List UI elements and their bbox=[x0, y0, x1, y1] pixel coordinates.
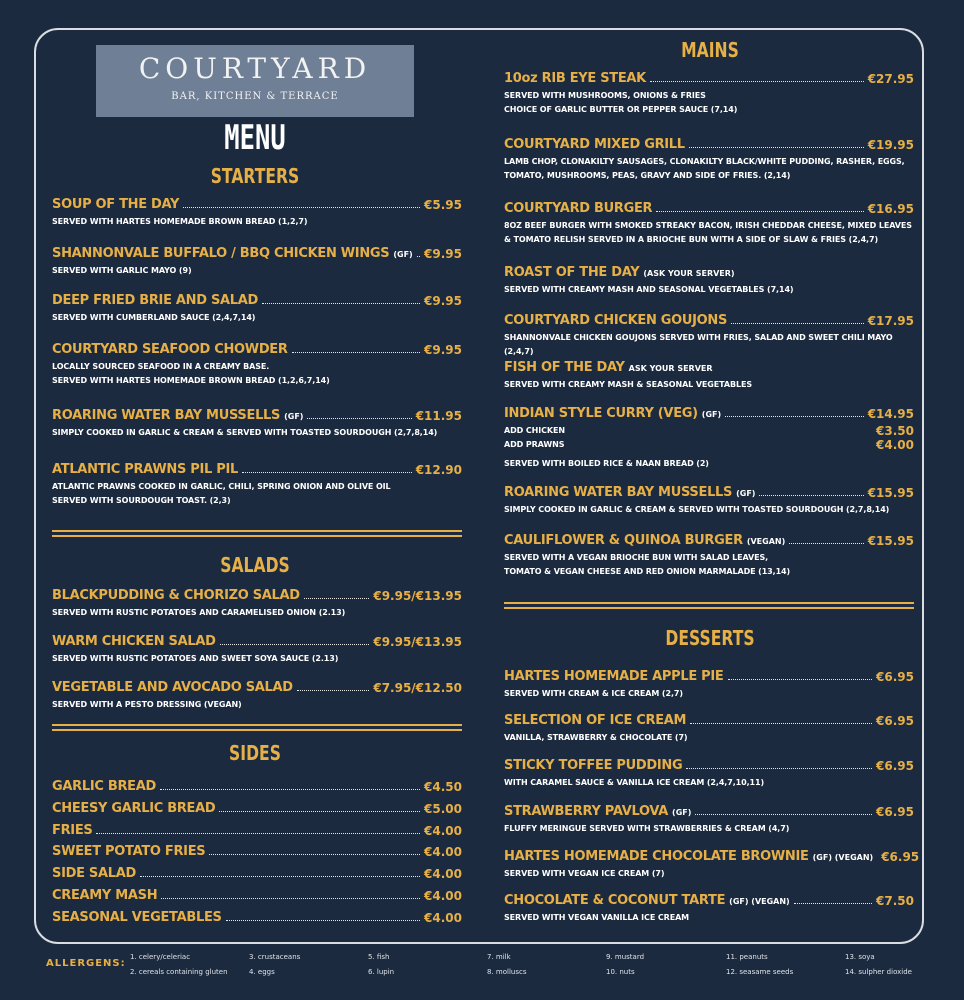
curry-extra bbox=[504, 424, 914, 438]
description-line: SERVED WITH A VEGAN BRIOCHE BUN WITH SALAD LEAVES, bbox=[504, 553, 769, 562]
item-description bbox=[52, 480, 462, 508]
item-description bbox=[504, 911, 914, 925]
item-header bbox=[52, 339, 462, 357]
item-header bbox=[504, 134, 914, 152]
item-tag: (GF) (VEGAN) bbox=[729, 897, 790, 906]
menu-item bbox=[52, 405, 462, 440]
logo-subtitle: BAR, KITCHEN & TERRACE bbox=[171, 91, 339, 102]
divider bbox=[504, 607, 914, 609]
allergen-item: 14. sulpher dioxide bbox=[845, 968, 912, 976]
item-price: €6.95 bbox=[881, 850, 920, 864]
leader-dots bbox=[695, 814, 872, 815]
description-line: SIMPLY COOKED IN GARLIC & CREAM & SERVED WITH TOASTED SOURDOUGH (2,7,8,14) bbox=[52, 428, 438, 437]
menu-item bbox=[504, 68, 914, 117]
leader-dots bbox=[307, 418, 411, 419]
item-price: €5.95 bbox=[424, 198, 462, 212]
item-description bbox=[504, 731, 914, 745]
menu-item bbox=[504, 482, 914, 517]
leader-dots bbox=[160, 789, 420, 790]
item-name: HARTES HOMEMADE CHOCOLATE BROWNIE bbox=[504, 849, 809, 864]
divider bbox=[52, 724, 462, 726]
item-header bbox=[504, 310, 914, 328]
description-line: WITH CARAMEL SAUCE & VANILLA ICE CREAM (2,4,7,10,11) bbox=[504, 778, 764, 787]
divider bbox=[504, 602, 914, 604]
description-line: SERVED WITH CUMBERLAND SAUCE (2,4,7,14) bbox=[52, 313, 256, 322]
curry-extra bbox=[504, 438, 914, 452]
description-line: SERVED WITH HARTES HOMEMADE BROWN BREAD (1,2,6,7,14) bbox=[52, 376, 330, 385]
item-description bbox=[504, 155, 914, 183]
item-price: €27.95 bbox=[867, 72, 914, 86]
menu-item bbox=[504, 357, 914, 392]
menu-item bbox=[504, 710, 914, 745]
item-tag: (GF) bbox=[284, 412, 304, 421]
item-name: CHOCOLATE & COCONUT TARTE bbox=[504, 893, 726, 908]
menu-item bbox=[504, 262, 914, 297]
section-heading: SALADS bbox=[220, 553, 290, 577]
menu-item bbox=[504, 755, 914, 790]
description-line: SERVED WITH CREAMY MASH AND SEASONAL VEGETABLES (7,14) bbox=[504, 285, 794, 294]
description-line: LAMB CHOP, CLONAKILTY SAUSAGES, CLONAKILTY BLACK/WHITE PUDDING, RASHER, EGGS, bbox=[504, 157, 905, 166]
item-price: €4.50 bbox=[424, 780, 462, 794]
allergen-item: 12. seasame seeds bbox=[726, 968, 794, 976]
item-header bbox=[52, 677, 462, 695]
allergen-item: 11. peanuts bbox=[726, 953, 768, 961]
description-line: SERVED WITH CREAM & ICE CREAM (2,7) bbox=[504, 689, 683, 698]
item-description bbox=[504, 378, 914, 392]
leader-dots bbox=[297, 690, 370, 691]
curry-description: SERVED WITH BOILED RICE & NAAN BREAD (2) bbox=[504, 459, 709, 468]
menu-item bbox=[504, 134, 914, 183]
allergens-label: ALLERGENS: bbox=[46, 958, 126, 969]
menu-item bbox=[52, 243, 462, 278]
menu-item bbox=[504, 403, 914, 424]
divider bbox=[52, 530, 462, 532]
allergen-item: 6. lupin bbox=[368, 968, 395, 976]
item-header bbox=[52, 243, 462, 261]
item-tag: (VEGAN) bbox=[746, 537, 786, 546]
menu-item bbox=[504, 310, 914, 359]
item-tag: (GF) (VEGAN) bbox=[812, 853, 874, 862]
item-price: €16.95 bbox=[867, 202, 914, 216]
description-line: SERVED WITH VEGAN ICE CREAM (7) bbox=[504, 869, 665, 878]
allergen-item: 7. milk bbox=[487, 953, 511, 961]
section-heading: DESSERTS bbox=[665, 626, 755, 650]
leader-dots bbox=[689, 147, 864, 148]
menu-item bbox=[52, 459, 462, 508]
item-description bbox=[52, 426, 462, 440]
item-header bbox=[52, 585, 462, 603]
item-header bbox=[504, 710, 914, 728]
item-description bbox=[52, 311, 462, 325]
side-item bbox=[52, 820, 462, 838]
side-item bbox=[52, 776, 462, 794]
item-header bbox=[504, 666, 914, 684]
menu-item bbox=[52, 290, 462, 325]
description-line: CHOICE OF GARLIC BUTTER OR PEPPER SAUCE (7,14) bbox=[504, 105, 738, 114]
leader-dots bbox=[96, 833, 420, 834]
item-description bbox=[504, 89, 914, 117]
item-price: €7.50 bbox=[876, 894, 914, 908]
leader-dots bbox=[759, 495, 863, 496]
item-price: €4.00 bbox=[424, 867, 462, 882]
item-name: ATLANTIC PRAWNS PIL PIL bbox=[52, 462, 238, 477]
item-price: €9.95/€13.95 bbox=[373, 589, 462, 603]
item-header bbox=[52, 290, 462, 308]
extra-label: ADD PRAWNS bbox=[504, 440, 565, 449]
item-header bbox=[504, 846, 920, 864]
leader-dots bbox=[304, 598, 370, 599]
item-name: BLACKPUDDING & CHORIZO SALAD bbox=[52, 588, 300, 603]
section-heading: SIDES bbox=[229, 741, 281, 765]
leader-dots bbox=[690, 723, 872, 724]
item-header bbox=[52, 631, 462, 649]
allergen-item: 8. molluscs bbox=[487, 968, 527, 976]
menu-item bbox=[504, 666, 914, 701]
item-description bbox=[504, 822, 914, 836]
item-description bbox=[504, 219, 914, 247]
description-line: SERVED WITH VEGAN VANILLA ICE CREAM bbox=[504, 913, 690, 922]
item-price: €4.00 bbox=[424, 845, 462, 860]
menu-item bbox=[52, 677, 462, 712]
item-name: WARM CHICKEN SALAD bbox=[52, 634, 216, 649]
leader-dots bbox=[728, 679, 873, 680]
leader-dots bbox=[220, 644, 370, 645]
side-item bbox=[52, 798, 462, 816]
item-name: COURTYARD SEAFOOD CHOWDER bbox=[52, 342, 288, 357]
description-line: SERVED WITH RUSTIC POTATOES AND SWEET SOYA SAUCE (2.13) bbox=[52, 654, 339, 663]
section-heading: MAINS bbox=[681, 38, 739, 62]
item-price: €11.95 bbox=[415, 409, 462, 423]
item-price: €14.95 bbox=[867, 407, 914, 421]
item-name: COURTYARD CHICKEN GOUJONS bbox=[504, 313, 728, 328]
leader-dots bbox=[417, 256, 420, 257]
logo-title: COURTYARD bbox=[138, 52, 372, 85]
item-price: €12.90 bbox=[415, 463, 462, 477]
item-name: SIDE SALAD bbox=[52, 866, 136, 882]
description-line: SERVED WITH A PESTO DRESSING (VEGAN) bbox=[52, 700, 242, 709]
leader-dots bbox=[226, 920, 420, 921]
description-line: SIMPLY COOKED IN GARLIC & CREAM & SERVED WITH TOASTED SOURDOUGH (2,7,8,14) bbox=[504, 505, 890, 514]
item-tag: ASK YOUR SERVER bbox=[628, 364, 713, 373]
description-line: LOCALLY SOURCED SEAFOOD IN A CREAMY BASE. bbox=[52, 362, 270, 371]
item-name: STICKY TOFFEE PUDDING bbox=[504, 758, 683, 773]
item-tag: (GF) bbox=[393, 250, 413, 259]
item-name: ROARING WATER BAY MUSSELLS bbox=[504, 485, 733, 500]
item-description bbox=[504, 283, 914, 297]
extra-price: €4.00 bbox=[876, 438, 914, 452]
description-line: TOMATO, MUSHROOMS, PEAS, GRAVY AND SIDE OF FRIES. (2,14) bbox=[504, 171, 791, 180]
item-price: €4.00 bbox=[424, 889, 462, 903]
extra-label: ADD CHICKEN bbox=[504, 426, 565, 435]
menu-item bbox=[504, 530, 914, 579]
item-price: €9.95 bbox=[424, 294, 462, 308]
item-name: STRAWBERRY PAVLOVA bbox=[504, 804, 669, 819]
item-name: CREAMY MASH bbox=[52, 888, 158, 903]
allergen-item: 2. cereals containing gluten bbox=[130, 968, 228, 976]
item-description bbox=[504, 687, 914, 701]
item-name: VEGETABLE AND AVOCADO SALAD bbox=[52, 680, 293, 695]
item-name: GARLIC BREAD bbox=[52, 779, 156, 794]
section-heading: STARTERS bbox=[210, 164, 300, 188]
leader-dots bbox=[794, 903, 872, 904]
item-price: €4.00 bbox=[424, 910, 462, 925]
allergen-item: 10. nuts bbox=[606, 968, 635, 976]
description-line: SERVED WITH MUSHROOMS, ONIONS & FRIES bbox=[504, 91, 706, 100]
item-name: COURTYARD MIXED GRILL bbox=[504, 137, 685, 152]
leader-dots bbox=[656, 211, 863, 212]
item-tag: (GF) bbox=[672, 808, 692, 817]
leader-dots bbox=[183, 207, 420, 208]
item-header bbox=[504, 890, 914, 908]
item-name: DEEP FRIED BRIE AND SALAD bbox=[52, 293, 259, 308]
item-header bbox=[504, 357, 914, 375]
menu-item bbox=[52, 194, 462, 229]
description-line: 8OZ BEEF BURGER WITH SMOKED STREAKY BACON, IRISH CHEDDAR CHEESE, MIXED LEAVES bbox=[504, 221, 912, 230]
item-header bbox=[504, 403, 914, 421]
menu-item bbox=[504, 801, 914, 836]
item-price: €19.95 bbox=[867, 138, 914, 152]
item-description bbox=[504, 551, 914, 579]
description-line: SERVED WITH RUSTIC POTATOES AND CARAMELISED ONION (2.13) bbox=[52, 608, 346, 617]
item-header bbox=[504, 482, 914, 500]
item-header bbox=[504, 68, 914, 86]
item-description bbox=[52, 360, 462, 388]
item-tag: (GF) bbox=[736, 489, 756, 498]
item-price: €4.00 bbox=[424, 823, 462, 838]
menu-title: MENU bbox=[224, 118, 286, 158]
item-price: €6.95 bbox=[876, 714, 914, 728]
item-header bbox=[504, 530, 914, 548]
leader-dots bbox=[650, 81, 864, 82]
item-name: FRIES bbox=[52, 822, 93, 838]
item-header bbox=[52, 405, 462, 423]
item-name: COURTYARD BURGER bbox=[504, 201, 653, 216]
side-item bbox=[52, 841, 462, 859]
leader-dots bbox=[292, 352, 420, 353]
item-description bbox=[504, 503, 914, 517]
item-name: INDIAN STYLE CURRY (VEG) bbox=[504, 406, 698, 421]
item-name: ROAST OF THE DAY bbox=[504, 265, 640, 280]
menu-item bbox=[52, 585, 462, 620]
item-name: SEASONAL VEGETABLES bbox=[52, 909, 222, 925]
item-name: 10oz RIB EYE STEAK bbox=[504, 71, 646, 86]
leader-dots bbox=[725, 416, 864, 417]
item-price: €6.95 bbox=[876, 805, 914, 819]
item-name: SELECTION OF ICE CREAM bbox=[504, 713, 687, 728]
logo bbox=[96, 45, 414, 117]
divider bbox=[52, 535, 462, 537]
leader-dots bbox=[686, 768, 872, 769]
description-line: & TOMATO RELISH SERVED IN A BRIOCHE BUN WITH A SIDE OF SLAW & FRIES (2,4,7) bbox=[504, 235, 879, 244]
description-line: SERVED WITH SOURDOUGH TOAST. (2,3) bbox=[52, 496, 231, 505]
leader-dots bbox=[161, 898, 420, 899]
item-price: €15.95 bbox=[867, 534, 914, 548]
description-line: SERVED WITH GARLIC MAYO (9) bbox=[52, 266, 192, 275]
item-price: €9.95 bbox=[424, 343, 462, 357]
item-price: €9.95 bbox=[424, 247, 462, 261]
item-price: €17.95 bbox=[867, 314, 914, 328]
description-line: SERVED WITH HARTES HOMEMADE BROWN BREAD (1,2,7) bbox=[52, 217, 308, 226]
item-header bbox=[504, 198, 914, 216]
item-name: SHANNONVALE BUFFALO / BBQ CHICKEN WINGS bbox=[52, 246, 390, 261]
item-name: HARTES HOMEMADE APPLE PIE bbox=[504, 669, 724, 684]
menu-item bbox=[52, 631, 462, 666]
item-tag: (GF) bbox=[701, 410, 722, 419]
item-description bbox=[52, 215, 462, 229]
item-description bbox=[504, 867, 914, 881]
item-name: CHEESY GARLIC BREAD bbox=[52, 800, 216, 816]
item-header bbox=[504, 801, 914, 819]
allergen-item: 5. fish bbox=[368, 953, 390, 961]
leader-dots bbox=[209, 854, 420, 855]
item-name: ROARING WATER BAY MUSSELLS bbox=[52, 408, 281, 423]
item-name: SWEET POTATO FRIES bbox=[52, 844, 206, 860]
allergen-item: 4. eggs bbox=[249, 968, 275, 976]
leader-dots bbox=[731, 323, 864, 324]
item-description bbox=[504, 776, 914, 790]
leader-dots bbox=[242, 472, 412, 473]
item-name: FISH OF THE DAY bbox=[504, 360, 625, 375]
item-description bbox=[52, 606, 462, 620]
allergen-item: 13. soya bbox=[845, 953, 875, 961]
allergen-item: 1. celery/celeriac bbox=[130, 953, 191, 961]
item-header bbox=[504, 262, 914, 280]
item-price: €15.95 bbox=[867, 486, 914, 500]
extra-price: €3.50 bbox=[876, 424, 914, 438]
description-line: SHANNONVALE CHICKEN GOUJONS SERVED WITH FRIES, SALAD AND SWEET CHILI MAYO (2,4,7) bbox=[504, 333, 893, 356]
item-description bbox=[52, 652, 462, 666]
leader-dots bbox=[140, 876, 420, 877]
item-name: CAULIFLOWER & QUINOA BURGER bbox=[504, 533, 743, 548]
item-price: €6.95 bbox=[876, 670, 914, 684]
leader-dots bbox=[219, 811, 420, 812]
item-price: €6.95 bbox=[876, 759, 914, 773]
menu-item bbox=[52, 339, 462, 388]
side-item bbox=[52, 863, 462, 881]
menu-item bbox=[504, 198, 914, 247]
item-header bbox=[504, 755, 914, 773]
item-header bbox=[52, 459, 462, 477]
side-item bbox=[52, 885, 462, 903]
description-line: FLUFFY MERINGUE SERVED WITH STRAWBERRIES & CREAM (4,7) bbox=[504, 824, 790, 833]
item-tag: (ASK YOUR SERVER) bbox=[643, 269, 735, 278]
description-line: ATLANTIC PRAWNS COOKED IN GARLIC, CHILI, SPRING ONION AND OLIVE OIL bbox=[52, 482, 391, 491]
item-name: SOUP OF THE DAY bbox=[52, 197, 180, 212]
item-header bbox=[52, 194, 462, 212]
allergen-item: 9. mustard bbox=[606, 953, 645, 961]
allergen-item: 3. crustaceans bbox=[249, 953, 301, 961]
item-description bbox=[504, 331, 914, 359]
leader-dots bbox=[262, 303, 420, 304]
item-price: €9.95/€13.95 bbox=[373, 635, 462, 649]
description-line: TOMATO & VEGAN CHEESE AND RED ONION MARMALADE (13,14) bbox=[504, 567, 791, 576]
divider bbox=[52, 729, 462, 731]
item-description bbox=[52, 264, 462, 278]
item-price: €5.00 bbox=[424, 801, 462, 816]
description-line: SERVED WITH CREAMY MASH & SEASONAL VEGETABLES bbox=[504, 380, 752, 389]
menu-item bbox=[504, 890, 914, 925]
item-description bbox=[52, 698, 462, 712]
description-line: VANILLA, STRAWBERRY & CHOCOLATE (7) bbox=[504, 733, 688, 742]
leader-dots bbox=[789, 543, 863, 544]
item-price: €7.95/€12.50 bbox=[373, 681, 462, 695]
side-item bbox=[52, 907, 462, 925]
menu-item bbox=[504, 846, 920, 881]
